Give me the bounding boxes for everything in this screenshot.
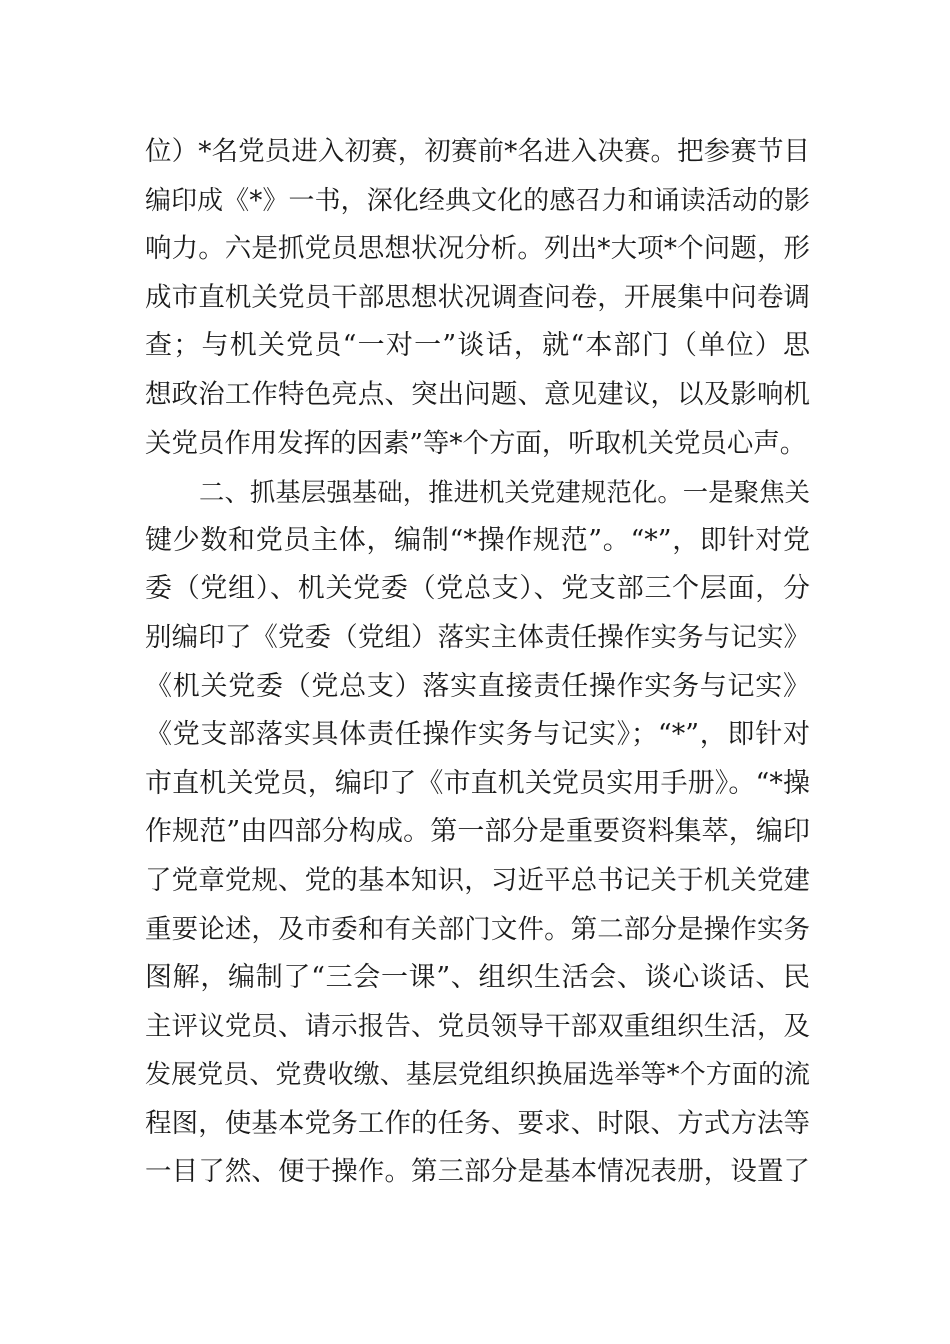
- text-line-17: 重要论述，及市委和有关部门文件。第二部分是操作实务: [145, 913, 810, 945]
- document-body: [145, 128, 810, 1197]
- text-line-4: 成市直机关党员干部思想状况调查问卷，开展集中问卷调: [145, 281, 810, 313]
- text-line-22: 一目了然、便于操作。第三部分是基本情况表册，设置了: [145, 1156, 810, 1188]
- text-line-10: 委（党组）、机关党委（党总支）、党支部三个层面，分: [145, 573, 810, 605]
- text-line-1: 位）*名党员进入初赛，初赛前*名进入决赛。把参赛节目: [145, 136, 810, 167]
- text-line-19: 主评议党员、请示报告、党员领导干部双重组织生活，及: [145, 1010, 810, 1042]
- text-line-13: 《党支部落实具体责任操作实务与记实》；“*”，即针对: [145, 719, 810, 751]
- text-line-11: 别编印了《党委（党组）落实主体责任操作实务与记实》: [145, 621, 810, 653]
- text-line-12: 《机关党委（党总支）落实直接责任操作实务与记实》: [145, 670, 810, 702]
- text-line-16: 了党章党规、党的基本知识，习近平总书记关于机关党建: [145, 864, 810, 896]
- text-line-2: 编印成《*》一书，深化经典文化的感召力和诵读活动的影: [145, 185, 810, 216]
- text-line-21: 程图，使基本党务工作的任务、要求、时限、方式方法等: [145, 1107, 810, 1139]
- text-line-8: 二、抓基层强基础，推进机关党建规范化。一是聚焦关: [199, 477, 810, 508]
- text-line-5: 查；与机关党员“一对一”谈话，就“本部门（单位）思: [145, 330, 810, 362]
- text-line-3: 响力。六是抓党员思想状况分析。列出*大项*个问题，形: [145, 233, 810, 265]
- text-line-18: 图解，编制了“三会一课”、组织生活会、谈心谈话、民: [145, 962, 810, 994]
- text-line-6: 想政治工作特色亮点、突出问题、意见建议，以及影响机: [145, 378, 810, 410]
- text-line-20: 发展党员、党费收缴、基层党组织换届选举等*个方面的流: [145, 1060, 810, 1091]
- text-line-14: 市直机关党员，编印了《市直机关党员实用手册》。“*操: [145, 767, 810, 799]
- text-line-9: 键少数和党员主体，编制“*操作规范”。“*”，即针对党: [145, 524, 810, 556]
- text-line-7: 关党员作用发挥的因素”等*个方面，听取机关党员心声。: [145, 427, 807, 459]
- text-line-15: 作规范”由四部分构成。第一部分是重要资料集萃，编印: [145, 816, 810, 848]
